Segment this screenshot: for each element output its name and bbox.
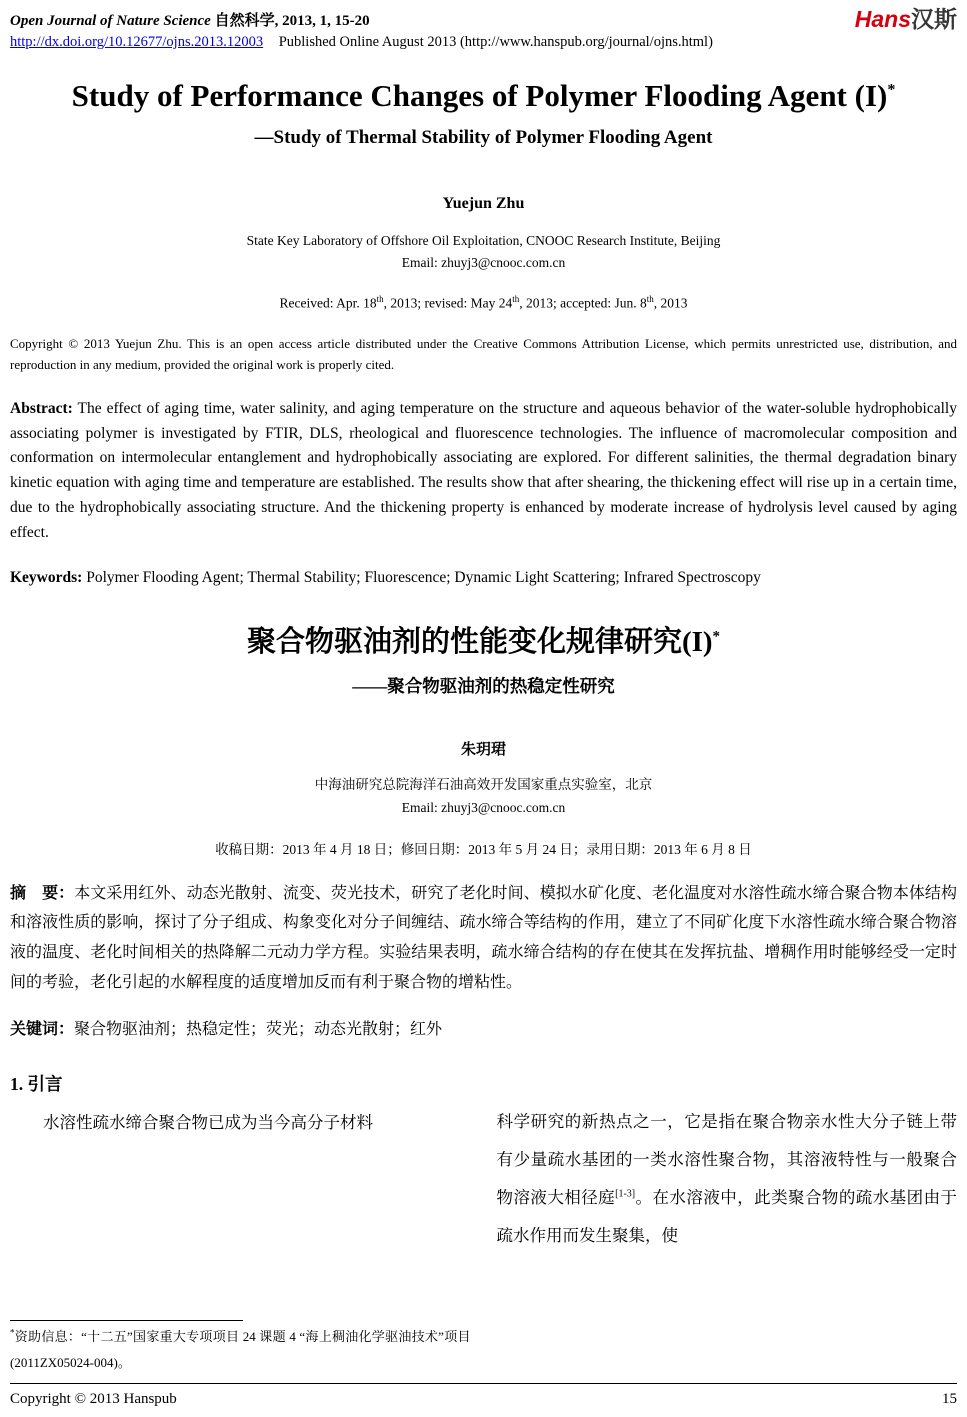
affiliation-cn: 中海油研究总院海洋石油高效开发国家重点实验室，北京 <box>314 777 653 793</box>
keywords-en <box>10 569 957 587</box>
footnote-text <box>10 1324 471 1375</box>
intro-paragraph-left: 水溶性疏水缔合聚合物已成为当今高分子材料 <box>43 1113 373 1133</box>
author-name-en: Yuejun Zhu <box>442 195 525 213</box>
author-name-cn: 朱玥珺 <box>460 742 506 759</box>
abstract-cn <box>10 879 957 997</box>
hans-logo-latin: Hans <box>854 6 911 32</box>
title-footnote-marker-cn: * <box>712 627 721 644</box>
journal-name: Open Journal of Nature Science <box>10 13 215 29</box>
keywords-label-en: Keywords: <box>10 568 83 586</box>
abstract-text-en: The effect of aging time, water salinity, and aging temperature on the structure and aqueous behavior of the water-soluble hydrophobically associating polymer is investigated by FTIR, DLS, rheological and fluorescence technologies. The influence of macromolecular composition and conformation on intermolecular entanglement and hydrophobically associating are explored. For different salinities, the thermal degradation binary kinetic equation with aging time and temperature are established. The results show that after shearing, the thickening effect will rise up in a certain time, due to the hydrophobically associating structure. And the thickening property is enhanced by moderate increase of hydrolysis level caused by aging effect. <box>10 399 957 541</box>
article-title-cn <box>10 625 957 660</box>
journal-issue-info: , 2013, 1, 15-20 <box>274 13 370 29</box>
doi-line <box>10 34 957 51</box>
footnote-rule <box>10 1320 243 1321</box>
keywords-cn <box>10 1016 957 1039</box>
dates-line-en <box>10 294 957 312</box>
abstract-label-cn: 摘 要： <box>10 884 75 902</box>
revised-text: , 2013; revised: May 24 <box>383 295 513 311</box>
abstract-text-cn: 本文采用红外、动态光散射、流变、荧光技术，研究了老化时间、模拟水矿化度、老化温度对水溶性疏水缔合聚合物本体结构和溶液性质的影响，探讨了分子组成、构象变化对分子间缠结、疏水缔合等结构的作用，建立了不同矿化度下水溶性疏水缔合聚合物溶液的温度、老化时间相关的热降解二元动力学方程。实验结果表明，疏水缔合结构的存在使其在发挥抗盐、增稠作用时能够经受一定时间的考验，老化引起的水解程度的适度增加反而有利于聚合物的增粘性。 <box>10 884 957 991</box>
footnote-block <box>10 1320 471 1379</box>
article-title-text: Study of Performance Changes of Polymer Flooding Agent (I) <box>71 78 888 113</box>
abstract-en <box>10 397 957 546</box>
funding-note: 资助信息：“十二五”国家重大专项项目 24 课题 4 “海上稠油化学驱油技术”项目(2011ZX05024-004)。 <box>10 1329 471 1370</box>
intro-paragraph-right <box>497 1103 958 1255</box>
email-cn: Email: zhuyj3@cnooc.com.cn <box>401 799 566 815</box>
footnote-marker: * <box>10 1327 15 1338</box>
journal-line <box>10 6 370 30</box>
page-header <box>10 6 957 51</box>
hans-publisher-logo <box>855 6 957 31</box>
ordinal-sup: th <box>512 294 520 305</box>
keywords-text-en: Polymer Flooding Agent; Thermal Stability; Fluorescence; Dynamic Light Scattering; Infrared Spectroscopy <box>82 568 761 586</box>
page-number: 15 <box>942 1391 957 1407</box>
right-column <box>497 1071 958 1379</box>
ordinal-sup: th <box>376 294 384 305</box>
article-subtitle-en: —Study of Thermal Stability of Polymer Flooding Agent <box>254 127 713 149</box>
article-subtitle-cn: ——聚合物驱油剂的热稳定性研究 <box>352 676 615 697</box>
intro-right-text-2: 。在水溶液中，此类聚合物的疏水基团由于疏水作用而发生聚集，使 <box>496 1188 958 1246</box>
article-title-en <box>10 77 957 114</box>
doi-link[interactable]: http://dx.doi.org/10.12677/ojns.2013.12003 <box>10 34 264 50</box>
journal-name-cn: 自然科学 <box>214 13 275 29</box>
ordinal-sup: th <box>646 294 654 305</box>
received-text: Received: Apr. 18 <box>279 295 377 311</box>
keywords-label-cn: 关键词： <box>10 1021 75 1039</box>
two-column-body <box>10 1071 957 1379</box>
left-column <box>10 1071 471 1379</box>
affiliation-block-cn <box>10 774 957 819</box>
published-online-info: Published Online August 2013 (http://www.hanspub.org/journal/ojns.html) <box>278 34 713 50</box>
accepted-text: , 2013; accepted: Jun. 8 <box>519 295 647 311</box>
affiliation-en: State Key Laboratory of Offshore Oil Exploitation, CNOOC Research Institute, Beijing <box>246 233 721 249</box>
page-footer <box>10 1383 957 1417</box>
affiliation-block-en <box>10 230 957 273</box>
keywords-text-cn: 聚合物驱油剂；热稳定性；荧光；动态光散射；红外 <box>74 1021 443 1039</box>
section-1-heading: 1. 引言 <box>10 1074 63 1095</box>
citation-ref-1-3: [1-3] <box>615 1188 636 1200</box>
footer-copyright: Copyright © 2013 Hanspub <box>10 1391 177 1407</box>
copyright-notice: Copyright © 2013 Yuejun Zhu. This is an open access article distributed under the Creative Commons Attribution License, which permits unrestricted use, distribution, and reproduction in any medium, provided the original work is properly cited. <box>10 335 957 373</box>
dates-line-cn: 收稿日期：2013 年 4 月 18 日；修回日期：2013 年 5 月 24 日；录用日期：2013 年 6 月 8 日 <box>215 841 752 857</box>
abstract-label-en: Abstract: <box>10 399 73 417</box>
intro-right-text-1: 科学研究的新热点之一，它是指在聚合物亲水性大分子链上带有少量疏水基团的一类水溶性聚合物，其溶液特性与一般聚合物溶液大相径庭 <box>496 1112 957 1208</box>
article-title-cn-text: 聚合物驱油剂的性能变化规律研究(I) <box>246 625 713 658</box>
year-text: , 2013 <box>653 295 688 311</box>
hans-logo-cn: 汉斯 <box>911 6 957 32</box>
email-en: Email: zhuyj3@cnooc.com.cn <box>401 254 566 270</box>
header-row <box>10 6 957 31</box>
title-footnote-marker: * <box>887 81 896 99</box>
